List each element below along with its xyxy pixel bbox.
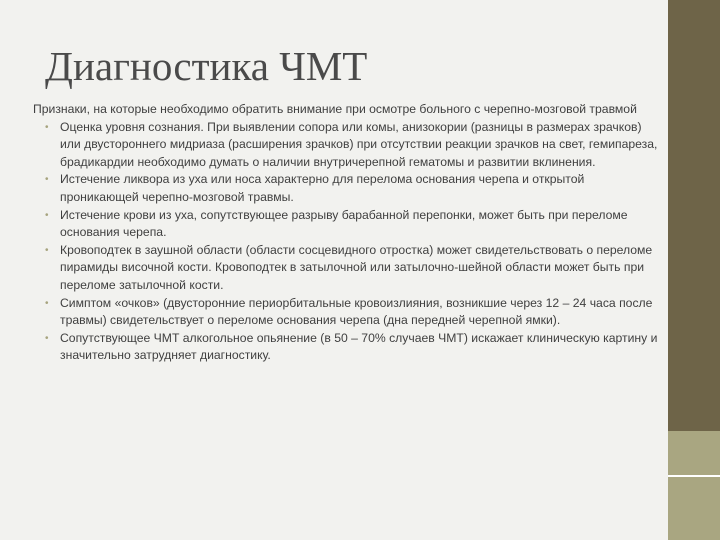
bullet-item	[33, 171, 661, 206]
sidebar-dark-band	[668, 0, 720, 431]
bullet-icon: •	[45, 209, 49, 221]
bullet-text: Оценка уровня сознания. При выявлении сопора или комы, анизокории (разницы в размерах зрачков) или двустороннего мидриаза (расширения зрачков) при отсутствии реакции зрачков на свет, гемипареза, брадикардии необходимо думать о наличии внутричерепной гематомы и развитии вклинения.	[60, 119, 658, 169]
bullet-icon: •	[45, 174, 49, 186]
slide-title: Диагностика ЧМТ	[45, 43, 368, 89]
bullet-text: Истечение ликвора из уха или носа характерно для перелома основания черепа и открытой проникающей черепно-мозговой травмы.	[60, 172, 585, 204]
bullet-icon: •	[45, 244, 49, 256]
bullet-list	[33, 119, 661, 365]
bullet-text: Истечение крови из уха, сопутствующее разрыву барабанной перепонки, может быть при переломе основания черепа.	[60, 207, 628, 240]
bullet-icon: •	[45, 121, 49, 133]
bullet-item	[33, 295, 661, 330]
intro-text: Признаки, на которые необходимо обратить внимание при осмотре больного с черепно-мозговой травмой	[33, 102, 637, 116]
bullet-icon: •	[45, 332, 49, 344]
slide-body	[33, 101, 661, 365]
bullet-item	[33, 207, 661, 242]
bullet-text: Кровоподтек в заушной области (области сосцевидного отростка) может свидетельствовать о переломе пирамиды височной кости. Кровоподтек в затылочной или затылочно-шейной области может быть при переломе затылочной кости.	[60, 242, 653, 292]
bullet-text: Сопутствующее ЧМТ алкогольное опьянение (в 50 – 70% случаев ЧМТ) искажает клиническую картину и значительно затрудняет диагностику.	[60, 330, 658, 363]
bullet-item	[33, 119, 661, 172]
bullet-icon: •	[45, 297, 49, 309]
sidebar-light-band	[668, 431, 720, 540]
bullet-item	[33, 330, 661, 365]
bullet-item	[33, 242, 661, 295]
bullet-text: Симптом «очков» (двусторонние периорбитальные кровоизлияния, возникшие через 12 – 24 часа после травмы) свидетельствует о переломе основания черепа (дна передней черепной ямки).	[60, 295, 653, 328]
sidebar-divider	[668, 475, 720, 477]
